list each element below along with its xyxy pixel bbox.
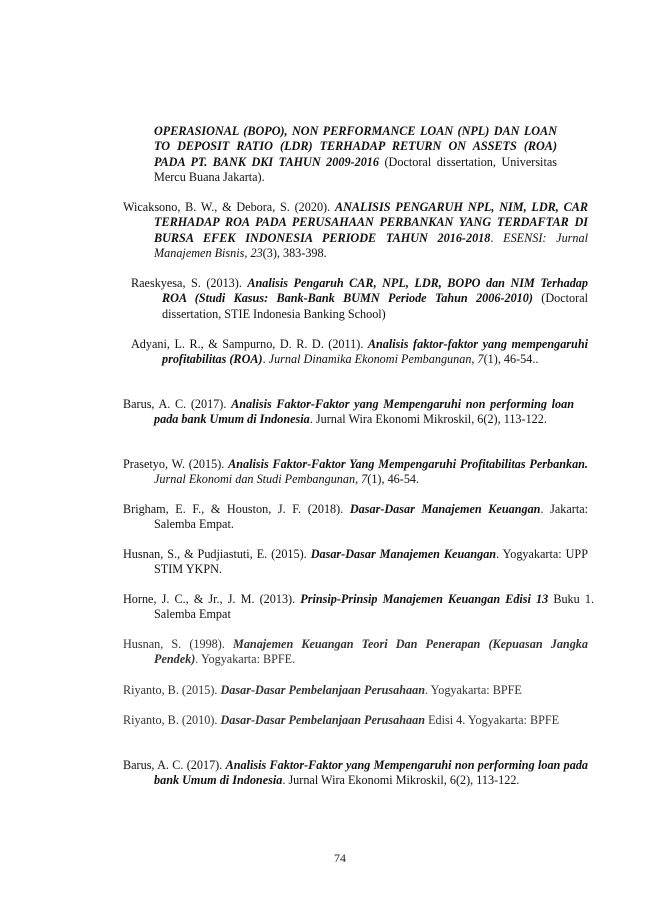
reference-text: , <box>355 472 362 487</box>
reference-text: , <box>244 245 251 260</box>
reference-text: (Doctoral dissertation, STIE Indonesia Banking School) <box>162 291 588 321</box>
reference-text: Adyani, L. R., & Sampurno, D. R. D. (2011). <box>131 337 368 351</box>
reference-entry <box>123 592 594 623</box>
reference-text: Barus, A. C. (2017). <box>123 758 226 772</box>
reference-text: Raeskyesa, S. (2013). <box>131 276 248 290</box>
reference-text: Husnan, S., & Pudjiastuti, E. (2015). <box>123 547 311 561</box>
reference-text: (1), 46-54. <box>367 472 420 487</box>
reference-text: Buku 1. Salemba Empat <box>154 592 594 622</box>
reference-entry <box>123 200 588 261</box>
reference-text: Barus, A. C. (2017). <box>123 397 232 411</box>
reference-entry <box>131 337 588 368</box>
reference-title: Analisis faktor-faktor yang mempengaruhi profitabilitas (ROA) <box>162 337 588 367</box>
reference-text: Brigham, E. F., & Houston, J. F. (2018). <box>123 502 350 516</box>
reference-entry <box>123 397 574 428</box>
reference-text: (Doctoral dissertation, Universitas Mercu Buana Jakarta). <box>154 154 557 184</box>
reference-text: . <box>490 230 504 245</box>
reference-title: OPERASIONAL (BOPO), NON PERFORMANCE LOAN (NPL) DAN LOAN TO DEPOSIT RATIO (LDR) TERHADAP RETURN ON ASSETS (ROA) PADA PT. BANK DKI TAHUN 2009-2016 <box>154 124 557 169</box>
reference-text: . Yogyakarta: BPFE. <box>195 652 296 667</box>
reference-text: (1), 46-54.. <box>483 352 539 367</box>
reference-entry <box>123 457 588 488</box>
reference-text: . Yogyakarta: BPFE <box>425 683 522 697</box>
reference-text: Riyanto, B. (2015). <box>123 683 221 697</box>
reference-text: Riyanto, B. (2010). <box>123 713 221 727</box>
reference-text: ESENSI: Jurnal Manajemen Bisnis <box>154 230 588 260</box>
reference-text: , <box>471 352 478 367</box>
reference-text: Edisi 4. Yogyakarta: BPFE <box>425 713 560 727</box>
reference-title: Dasar-Dasar Manajemen Keuangan <box>349 502 541 516</box>
reference-text: Horne, J. C., & Jr., J. M. (2013). <box>123 592 301 606</box>
reference-text: 7 <box>361 472 368 487</box>
reference-text: Wicaksono, B. W., & Debora, S. (2020). <box>123 200 335 214</box>
reference-text: . Jurnal Wira Ekonomi Mikroskil, 6(2), 113-122. <box>282 773 520 788</box>
reference-entry <box>123 502 588 533</box>
reference-title: Analisis Faktor-Faktor yang Mempengaruhi non performing loan pada bank Umum di Indonesia <box>154 758 589 788</box>
reference-text: 23 <box>250 245 263 260</box>
page-number: 74 <box>334 851 346 865</box>
reference-text: Jurnal Ekonomi dan Studi Pembangunan <box>154 472 356 487</box>
reference-text: . <box>262 352 269 367</box>
reference-entry <box>123 758 588 789</box>
reference-title: ANALISIS PENGARUH NPL, NIM, LDR, CAR TERHADAP ROA PADA PERUSAHAAN PERBANKAN YANG TERDAFTAR DI BURSA EFEK INDONESIA PERIODE TAHUN 2016-2018 <box>154 200 588 245</box>
reference-title: Dasar-Dasar Manajemen Keuangan <box>310 547 497 561</box>
reference-text: Prasetyo, W. (2015). <box>123 457 229 471</box>
reference-text: 7 <box>477 352 484 367</box>
reference-text: . Yogyakarta: UPP STIM YKPN. <box>154 547 588 577</box>
reference-title: Analisis Faktor-Faktor Yang Mempengaruhi Profitabilitas Perbankan. <box>228 457 588 471</box>
reference-title: Prinsip-Prinsip Manajemen Keuangan Edisi 13 <box>300 592 549 606</box>
reference-title: Dasar-Dasar Pembelanjaan Perusahaan <box>220 683 426 697</box>
reference-text: Jurnal Dinamika Ekonomi Pembangunan <box>268 352 472 367</box>
reference-entry <box>123 713 588 728</box>
reference-title: Dasar-Dasar Pembelanjaan Perusahaan <box>220 713 426 727</box>
reference-entry <box>123 547 588 578</box>
reference-text: . Jurnal Wira Ekonomi Mikroskil, 6(2), 113-122. <box>309 412 547 427</box>
reference-entry <box>154 124 557 185</box>
reference-entry <box>123 683 594 698</box>
reference-text: (3), 383-398. <box>262 245 327 260</box>
reference-title: Analisis Pengaruh CAR, NPL, LDR, BOPO dan NIM Terhadap ROA (Studi Kasus: Bank-Bank BUMN Periode Tahun 2006-2010) <box>162 276 588 306</box>
reference-text: Husnan, S. (1998). <box>123 637 233 651</box>
reference-entry <box>123 637 588 668</box>
reference-title: Manajemen Keuangan Teori Dan Penerapan (Kepuasan Jangka Pendek) <box>154 637 588 667</box>
reference-text: . Jakarta: Salemba Empat. <box>154 502 589 532</box>
reference-title: Analisis Faktor-Faktor yang Mempengaruhi non performing loan pada bank Umum di Indonesia <box>154 397 575 427</box>
reference-entry <box>131 276 588 322</box>
